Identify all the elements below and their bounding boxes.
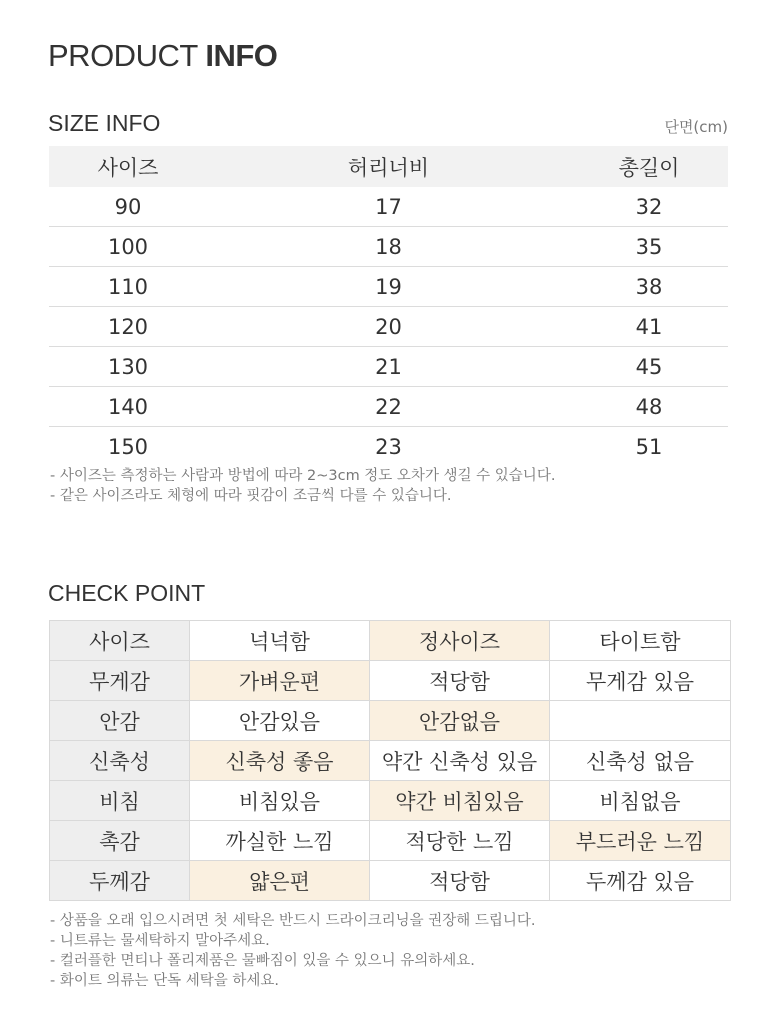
size-note: - 사이즈는 측정하는 사람과 방법에 따라 2~3cm 정도 오차가 생길 수 있습니다.: [50, 468, 556, 484]
check-option: 비침있음: [190, 781, 370, 821]
waist-cell: 23: [375, 434, 402, 459]
check-option: 두께감 있음: [550, 861, 731, 901]
length-cell: 32: [570, 187, 728, 227]
check-option: 적당함: [370, 861, 550, 901]
length-cell: 45: [570, 347, 728, 387]
table-row: [49, 267, 728, 307]
size-cell: 110: [49, 267, 207, 307]
table-row: [49, 227, 728, 267]
size-info-title: SIZE INFO: [48, 110, 161, 136]
waist-cell: 20: [207, 307, 570, 347]
check-row: [50, 741, 731, 781]
page-title-light: PRODUCT: [48, 38, 206, 73]
check-option-selected: 정사이즈: [370, 621, 550, 661]
length-cell: 38: [570, 267, 728, 307]
size-cell: 130: [49, 347, 207, 387]
column-header-length: 총길이: [570, 146, 728, 187]
check-row: [50, 821, 731, 861]
check-label: 비침: [50, 781, 190, 821]
check-point-title: CHECK POINT: [48, 580, 206, 606]
table-row: [49, 427, 728, 467]
table-row: [49, 187, 728, 227]
check-option: 까실한 느낌: [190, 821, 370, 861]
size-cell: 100: [49, 227, 207, 267]
care-notes: [50, 911, 536, 991]
check-option-selected: 약간 비침있음: [370, 781, 550, 821]
care-note: - 컬러플한 면티나 폴리제품은 물빠짐이 있을 수 있으니 유의하세요.: [50, 953, 475, 969]
size-unit-label: 단면(cm): [664, 118, 728, 136]
check-option: 약간 신축성 있음: [370, 741, 550, 781]
column-header-waist: 허리너비: [207, 146, 570, 187]
check-option: 적당함: [370, 661, 550, 701]
check-label: 안감: [50, 701, 190, 741]
size-note: - 같은 사이즈라도 체형에 따라 핏감이 조금씩 다를 수 있습니다.: [50, 488, 452, 504]
size-cell: 150: [107, 434, 149, 459]
check-option: 안감있음: [190, 701, 370, 741]
size-table-header: [49, 146, 728, 187]
length-cell: 51: [635, 434, 663, 459]
column-header-size: 사이즈: [49, 146, 207, 187]
check-label: 두께감: [50, 861, 190, 901]
length-cell: 35: [570, 227, 728, 267]
waist-cell: 18: [207, 227, 570, 267]
length-cell: 48: [570, 387, 728, 427]
page-title-bold: INFO: [205, 38, 278, 73]
check-label: 무게감: [50, 661, 190, 701]
check-point-table: [49, 620, 731, 901]
check-row: [50, 661, 731, 701]
check-option: 신축성 없음: [550, 741, 731, 781]
length-cell: 41: [570, 307, 728, 347]
size-cell: 120: [49, 307, 207, 347]
care-note: - 니트류는 물세탁하지 말아주세요.: [50, 933, 270, 949]
page-title: [48, 38, 277, 74]
check-row: [50, 701, 731, 741]
check-option: 무게감 있음: [550, 661, 731, 701]
check-row: [50, 781, 731, 821]
check-option: 타이트함: [550, 621, 731, 661]
size-cell: 90: [49, 187, 207, 227]
check-option-selected: 부드러운 느낌: [550, 821, 731, 861]
care-note: - 화이트 의류는 단독 세탁을 하세요.: [50, 973, 279, 989]
table-row: [49, 307, 728, 347]
check-option: 넉넉함: [190, 621, 370, 661]
waist-cell: 22: [207, 387, 570, 427]
waist-cell: 21: [207, 347, 570, 387]
check-option-selected: 안감없음: [370, 701, 550, 741]
check-option: [550, 701, 731, 741]
check-label: 신축성: [50, 741, 190, 781]
table-row: [49, 347, 728, 387]
check-option-selected: 얇은편: [190, 861, 370, 901]
check-row: [50, 861, 731, 901]
check-option: 적당한 느낌: [370, 821, 550, 861]
table-row: [49, 387, 728, 427]
check-option-selected: 신축성 좋음: [190, 741, 370, 781]
check-label: 사이즈: [50, 621, 190, 661]
care-note: - 상품을 오래 입으시려면 첫 세탁은 반드시 드라이크리닝을 권장해 드립니다.: [50, 913, 536, 929]
check-label: 촉감: [50, 821, 190, 861]
waist-cell: 17: [207, 187, 570, 227]
waist-cell: 19: [207, 267, 570, 307]
size-table: [49, 146, 728, 466]
size-cell: 140: [49, 387, 207, 427]
check-option-selected: 가벼운편: [190, 661, 370, 701]
check-row: [50, 621, 731, 661]
check-option: 비침없음: [550, 781, 731, 821]
size-notes: [50, 466, 555, 506]
